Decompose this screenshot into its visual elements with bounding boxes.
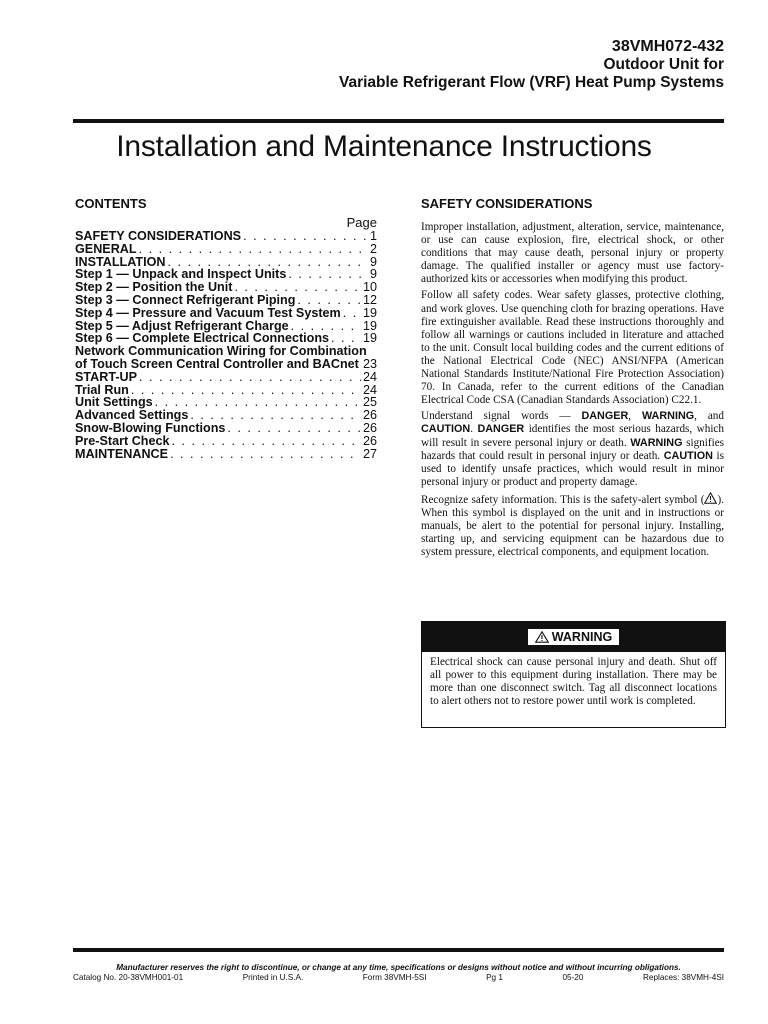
safety-paragraph-2: Follow all safety codes. Wear safety glasses, protective clothing, and work gloves. Use quenching cloth for brazing operations. Have fire extinguisher available. Read these instructions thoroughly and follow all warnings or cautions included in literature and attached to the unit. Consult local building codes and the current editions of the National Electrical Code (NEC) ANSI/NFPA (American National Standards Institute/National Fire Protection Association) 70. In Canada, refer to the current editions of the Canadian Electrical Code CSA (Canadian Standards Association) C22.1. xyxy=(421,289,724,407)
warning-triangle-icon xyxy=(535,631,549,643)
toc-entry[interactable]: Step 1 — Unpack and Inspect Units . . . 9 xyxy=(75,268,377,281)
toc-entry[interactable]: Pre-Start Check . . . 26 xyxy=(75,435,377,448)
model-number: 38VMH072-432 xyxy=(611,38,724,55)
safety-paragraph-1: Improper installation, adjustment, alteration, service, maintenance, or use can cause explosion, fire, electrical shock, or other conditions that may cause death, personal injury or property damage. The qualified installer or agency must use factory-authorized kits or accessories when modifying this product. xyxy=(421,221,724,286)
toc-entry[interactable]: Step 5 — Adjust Refrigerant Charge . . . 19 xyxy=(75,320,377,333)
warning-header xyxy=(422,622,725,652)
toc-entry[interactable]: INSTALLATION . . . 9 xyxy=(75,256,377,269)
footer-rule xyxy=(73,948,724,952)
page-column-label: Page xyxy=(346,215,377,230)
footer-notice: Manufacturer reserves the right to discontinue, or change at any time, specifications or designs without notice and without incurring obligations. xyxy=(116,963,681,972)
table-of-contents xyxy=(75,230,377,460)
toc-entry[interactable]: Unit Settings . . . 25 xyxy=(75,396,377,409)
warning-tag xyxy=(528,629,619,645)
document-header xyxy=(339,38,724,92)
toc-entry[interactable]: GENERAL . . . 2 xyxy=(75,243,377,256)
header-line-3: Variable Refrigerant Flow (VRF) Heat Pump Systems xyxy=(338,74,724,91)
warning-box xyxy=(421,621,726,728)
safety-heading: SAFETY CONSIDERATIONS xyxy=(421,196,593,211)
safety-alert-icon xyxy=(704,492,717,504)
toc-entry[interactable]: Step 4 — Pressure and Vacuum Test System . . . 19 xyxy=(75,307,377,320)
toc-entry[interactable]: Step 2 — Position the Unit . . . 10 xyxy=(75,281,377,294)
toc-entry[interactable]: Snow-Blowing Functions . . . 26 xyxy=(75,422,377,435)
safety-paragraph-4: Recognize safety information. This is the safety-alert symbol ( ). When this symbol is displayed on the unit and in instructions or manuals, be alert to the potential for personal injury. Installing, starting up, and servicing equipment can be hazardous due to system pressure, electrical components, and equipment location. xyxy=(421,493,724,559)
warning-text: Electrical shock can cause personal injury and death. Shut off all power to this equipment during installation. There may be more than one disconnect switch. Tag all disconnect locations to alert others not to restore power until work is completed. xyxy=(430,656,717,708)
footer-meta xyxy=(73,973,724,982)
contents-heading: CONTENTS xyxy=(75,196,147,211)
toc-entry[interactable]: Advanced Settings . . . 26 xyxy=(75,409,377,422)
toc-entry[interactable]: Step 3 — Connect Refrigerant Piping . . . 12 xyxy=(75,294,377,307)
header-rule xyxy=(73,119,724,123)
toc-entry[interactable]: SAFETY CONSIDERATIONS . . . 1 xyxy=(75,230,377,243)
page-number: Pg 1 xyxy=(486,973,503,982)
contents-section xyxy=(75,196,377,460)
page-title: Installation and Maintenance Instructions xyxy=(116,130,652,163)
printed-in: Printed in U.S.A. xyxy=(242,973,304,982)
catalog-number: Catalog No. 20-38VMH001-01 xyxy=(73,973,184,982)
warning-label: WARNING xyxy=(551,630,613,644)
toc-entry[interactable]: Trial Run . . . 24 xyxy=(75,384,377,397)
replaces: Replaces: 38VMH-4SI xyxy=(642,973,724,982)
safety-section xyxy=(421,196,724,562)
toc-entry[interactable]: MAINTENANCE . . . 27 xyxy=(75,448,377,461)
form-number: Form 38VMH-5SI xyxy=(362,973,427,982)
header-line-2: Outdoor Unit for xyxy=(603,56,724,73)
page-footer xyxy=(73,948,724,982)
safety-paragraph-3: Understand signal words — DANGER, WARNING, and CAUTION. DANGER identifies the most serious hazards, which will result in severe personal injury or death. WARNING signifies hazards that could result in personal injury or death. CAUTION is used to identify unsafe practices, which would result in minor personal injury or product and property damage. xyxy=(421,410,725,488)
date-code: 05-20 xyxy=(562,973,584,982)
toc-entry-network[interactable]: Network Communication Wiring for Combination of Touch Screen Central Controller and BACnet 23 xyxy=(75,344,377,371)
toc-entry[interactable]: Step 6 — Complete Electrical Connections . . . 19 xyxy=(75,332,377,345)
toc-entry[interactable]: START-UP . . . 24 xyxy=(75,371,377,384)
